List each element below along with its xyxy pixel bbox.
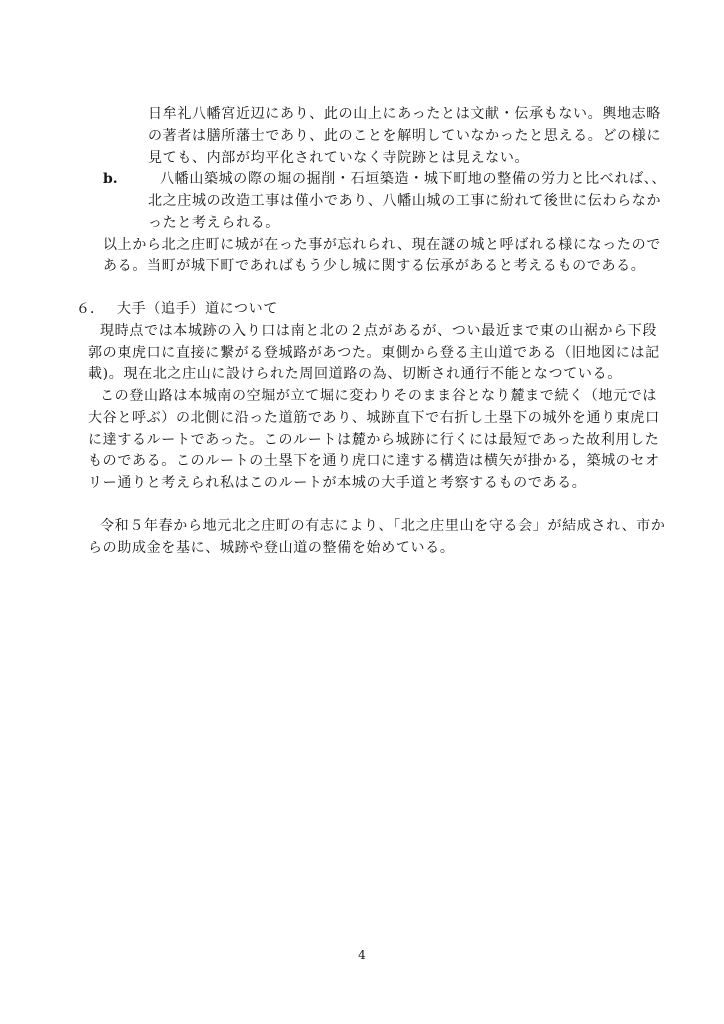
text-line: ものである。このルートの土塁下を通り虎口に達する構造は横矢が掛かる，築城のセオ — [88, 453, 660, 470]
text-line: に達するルートであった。このルートは麓から城跡に行くには最短であった故利用した — [88, 431, 660, 448]
text-line: の著者は膳所藩士であり、此のことを解明していなかったと思える。どの様に — [148, 127, 662, 144]
section-6 — [0, 299, 724, 495]
upper-text-block — [0, 104, 724, 278]
text-line: 以上から北之庄町に城が在った事が忘れられ、現在謎の城と呼ばれる様になったので — [103, 236, 661, 253]
list-marker: b. — [103, 171, 118, 188]
text-line: 見ても、内部が均平化されていなく寺院跡とは見えない。 — [148, 149, 530, 166]
text-line: 令和５年春から地元北之庄町の有志により、「北之庄里山を守る会」が結成され、市か — [100, 518, 666, 534]
text-line: 郭の東虎口に直接に繋がる登城路があつた。東側から登る主山道である（旧地図には記 — [88, 344, 660, 361]
text-line: 大谷と呼ぶ）の北側に沿った道筋であり、城跡直下で右折し土塁下の城外を通り東虎口 — [88, 409, 660, 426]
page-number: 4 — [358, 948, 366, 962]
section-number: ６． — [76, 301, 104, 317]
text-line: この登山路は本城南の空堀が立て堀に変わりそのまま谷となり麓まで続く（地元では — [100, 388, 658, 404]
section-heading — [0, 299, 724, 321]
section-title: 大手（追手）道について — [117, 301, 278, 317]
text-line: 日牟礼八幡宮近辺にあり、此の山上にあったとは文献・伝承もない。輿地志略 — [148, 106, 661, 122]
closing-paragraph — [0, 516, 724, 560]
text-line: らの助成金を基に、城跡や登山道の整備を始めている。 — [88, 539, 455, 556]
list-item-b — [0, 169, 724, 191]
text-line: 北之庄城の改造工事は僅小であり、八幡山城の工事に紛れて後世に伝わらなか — [148, 193, 662, 209]
text-line: 現時点では本城跡の入り口は南と北の２点があるが、つい最近まで東の山裾から下段 — [100, 322, 658, 339]
text-line: 八幡山築城の際の堀の掘削・石垣築造・城下町地の整備の労力と比べれば、、 — [160, 171, 667, 188]
text-line: 載)。現在北之庄山に設けられた周回道路の為、切断され通行不能となつている。 — [88, 366, 622, 383]
text-line: ったと考えられる。 — [148, 214, 280, 231]
text-line: リー通りと考えられ私はこのルートが本城の大手道と考察するものである。 — [88, 475, 587, 491]
text-line: ある。当町が城下町であればもう少し城に関する伝承があると考えるものである。 — [103, 258, 646, 275]
